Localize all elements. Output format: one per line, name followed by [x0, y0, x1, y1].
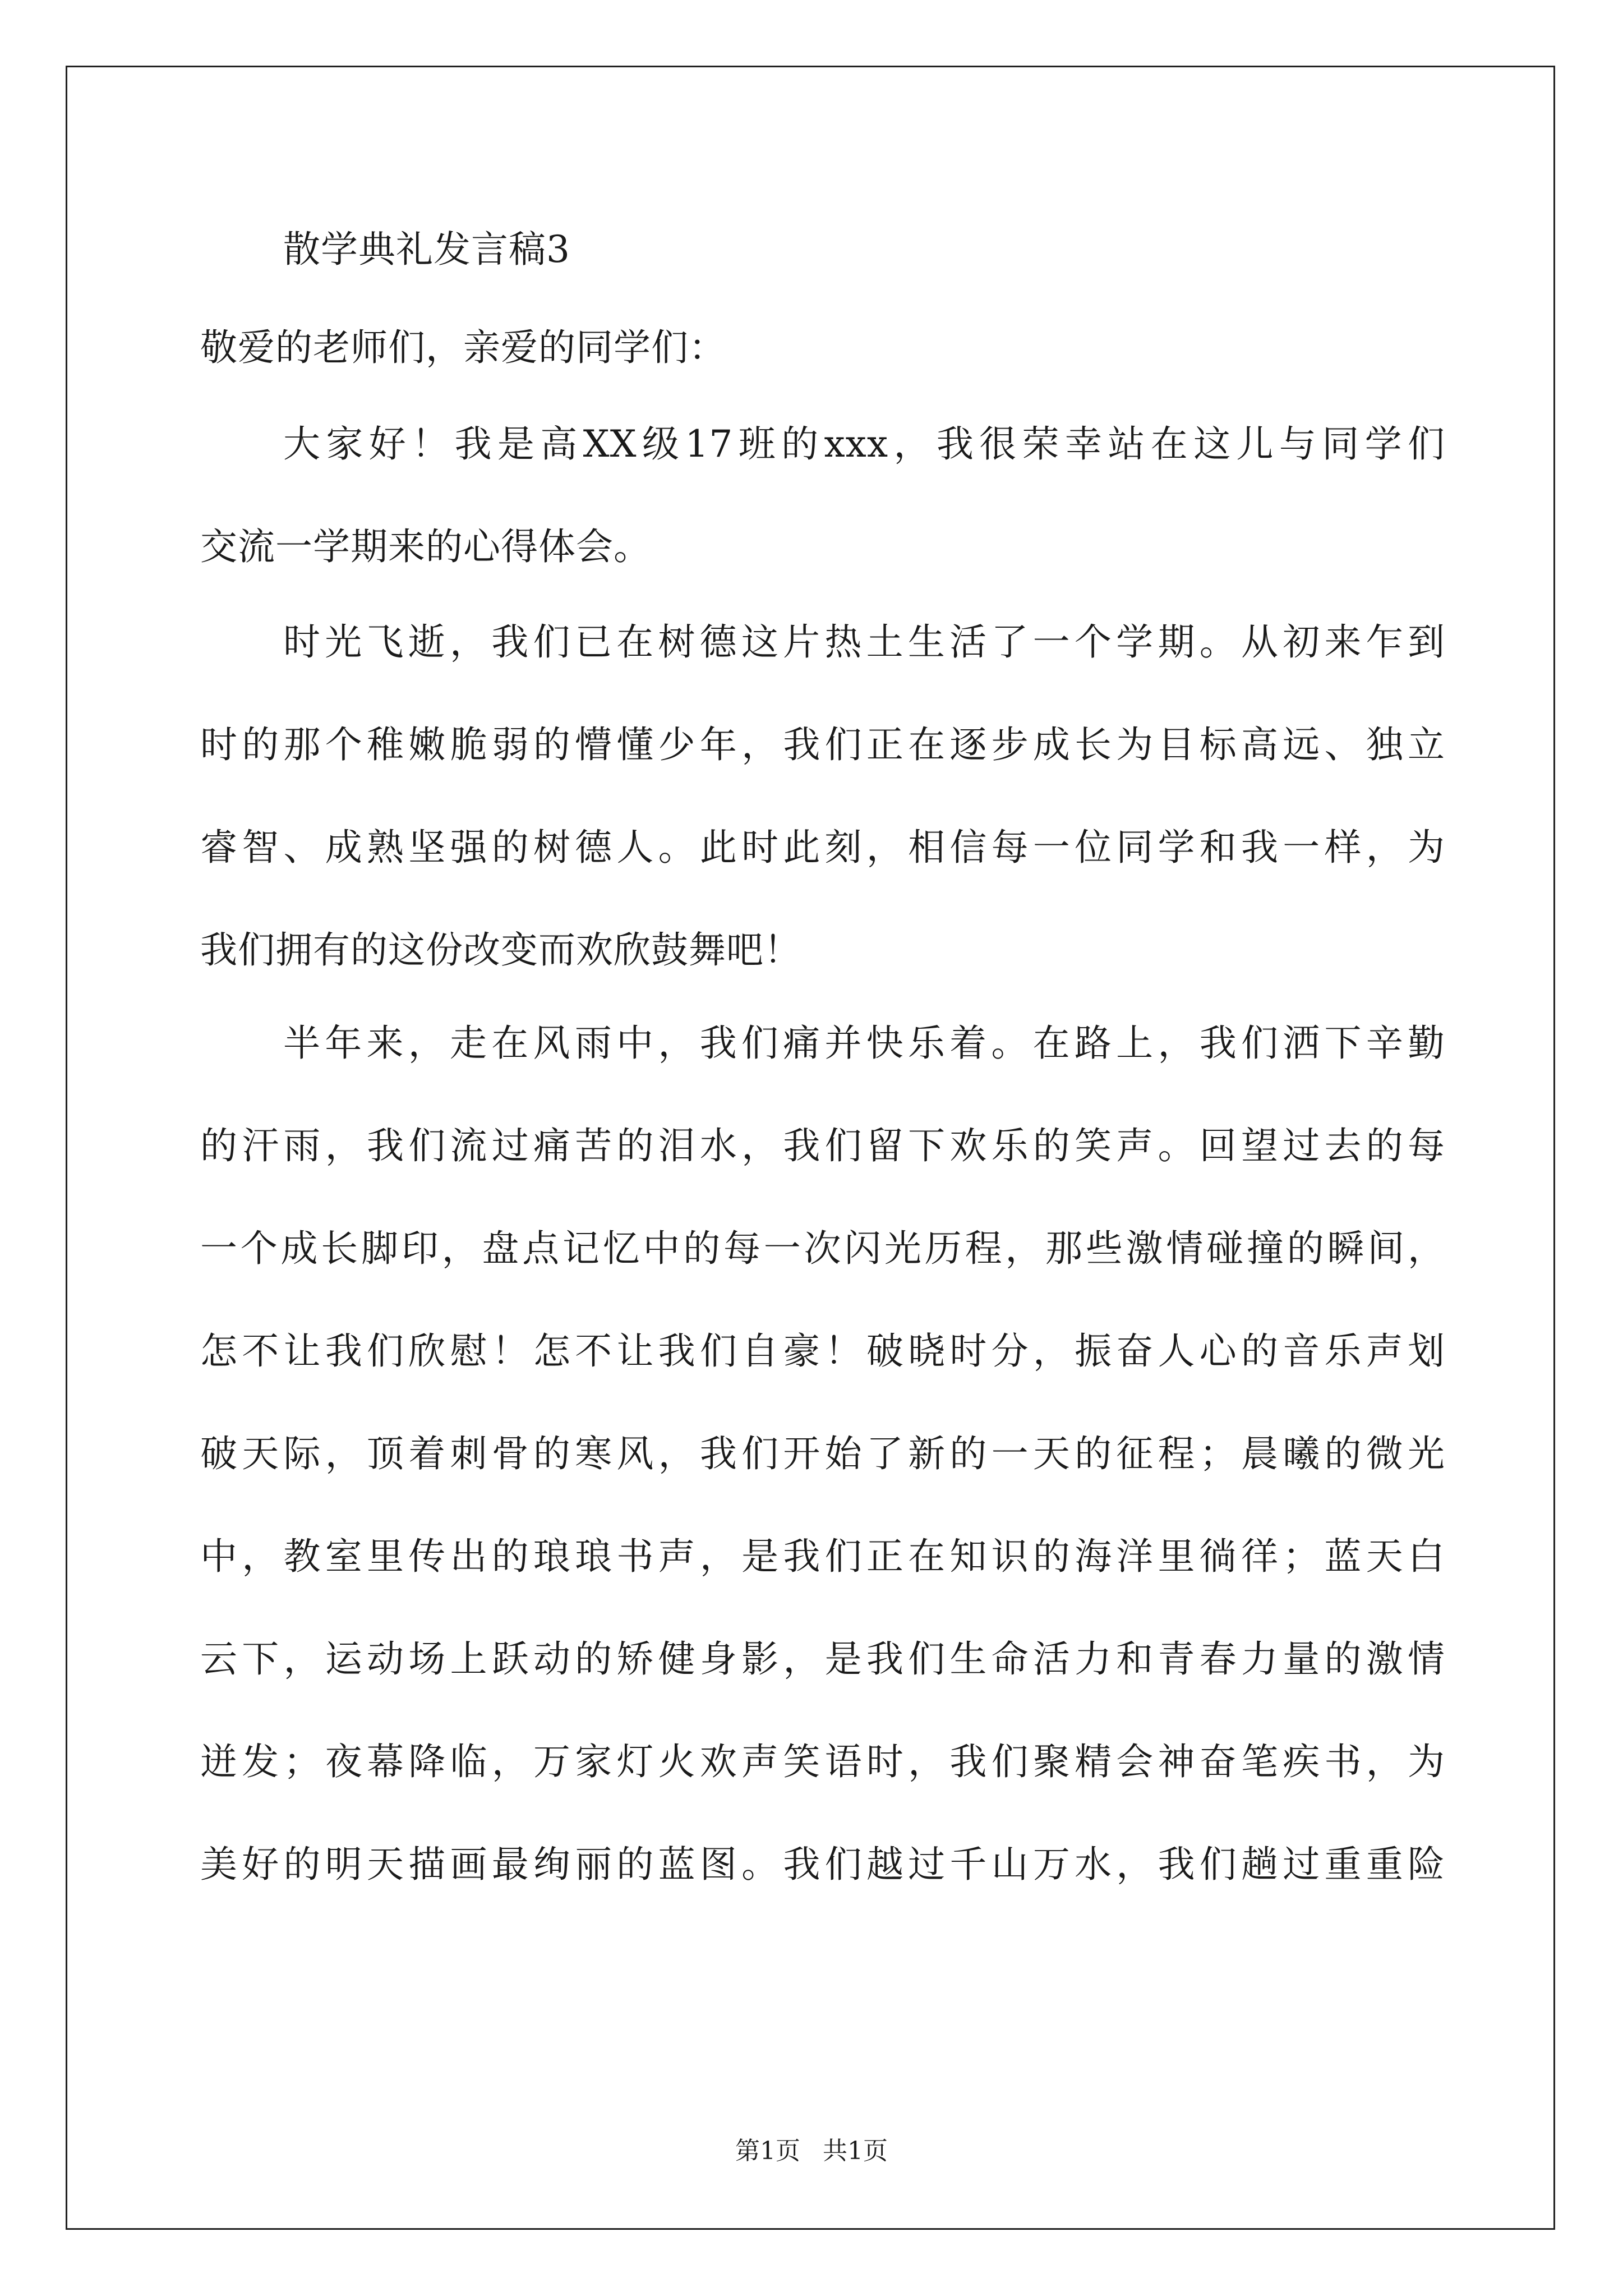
- paragraph-line: 怎不让我们欣慰！怎不让我们自豪！破晓时分，振奋人心的音乐声划: [200, 1329, 1445, 1373]
- document-title: 散学典礼发言稿3: [283, 228, 570, 271]
- paragraph-line: 半年来，走在风雨中，我们痛并快乐着。在路上，我们洒下辛勤: [283, 1022, 1445, 1065]
- paragraph-1: [200, 419, 1445, 624]
- paragraph-line: 中，教室里传出的琅琅书声，是我们正在知识的海洋里徜徉；蓝天白: [200, 1535, 1445, 1578]
- paragraph-line: 我们拥有的这份改变而欢欣鼓舞吧！: [200, 928, 801, 972]
- paragraph-line: 破天际，顶着刺骨的寒风，我们开始了新的一天的征程；晨曦的微光: [200, 1432, 1445, 1475]
- paragraph-line: 交流一学期来的心得体会。: [200, 525, 651, 568]
- paragraph-line: 时光飞逝，我们已在树德这片热土生活了一个学期。从初来乍到: [283, 620, 1445, 664]
- page-number-total: 共1页: [823, 2137, 888, 2165]
- page-footer: [0, 2134, 1623, 2168]
- paragraph-3: [200, 1018, 1445, 1942]
- paragraph-line: 时的那个稚嫩脆弱的懵懂少年，我们正在逐步成长为目标高远、独立: [200, 723, 1445, 766]
- paragraph-line: 睿智、成熟坚强的树德人。此时此刻，相信每一位同学和我一样，为: [200, 826, 1445, 869]
- paragraph-line: 大家好！我是高XX级17班的xxx，我很荣幸站在这儿与同学们: [283, 422, 1445, 466]
- paragraph-line: 一个成长脚印，盘点记忆中的每一次闪光历程，那些激情碰撞的瞬间，: [200, 1227, 1445, 1270]
- page-number-current: 第1页: [735, 2137, 800, 2165]
- paragraph-line: 美好的明天描画最绚丽的蓝图。我们越过千山万水，我们趟过重重险: [200, 1843, 1445, 1886]
- paragraph-2: [200, 617, 1445, 1028]
- greeting-line: 敬爱的老师们，亲爱的同学们：: [200, 326, 726, 369]
- paragraph-line: 的汗雨，我们流过痛苦的泪水，我们留下欢乐的笑声。回望过去的每: [200, 1124, 1445, 1167]
- paragraph-line: 云下，运动场上跃动的矫健身影，是我们生命活力和青春力量的激情: [200, 1637, 1445, 1681]
- paragraph-line: 迸发；夜幕降临，万家灯火欢声笑语时，我们聚精会神奋笔疾书，为: [200, 1740, 1445, 1783]
